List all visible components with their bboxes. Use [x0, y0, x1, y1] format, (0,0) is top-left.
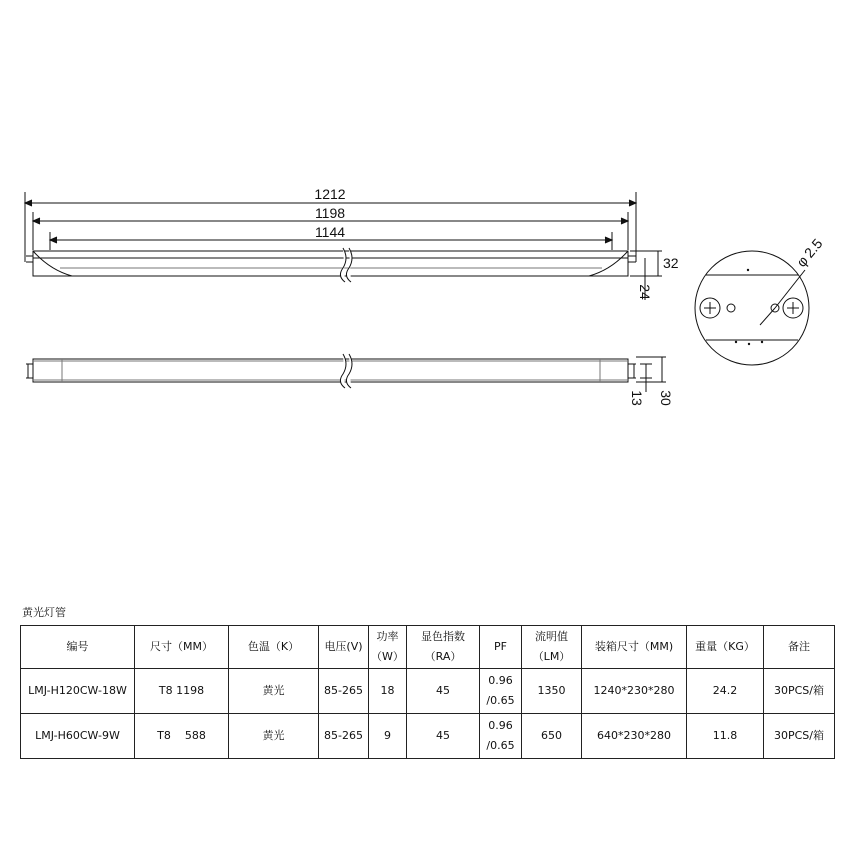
cell-power: 18 [369, 669, 407, 714]
dim-height-24: 24 [637, 284, 653, 300]
header-pf: PF [480, 626, 522, 669]
cell-power: 9 [369, 714, 407, 759]
cell-remark: 30PCS/箱 [764, 714, 835, 759]
header-weight: 重量（KG） [687, 626, 764, 669]
cell-pf: 0.96 /0.65 [480, 669, 522, 714]
header-power: 功率 （W） [369, 626, 407, 669]
header-lumen: 流明值 （LM） [522, 626, 582, 669]
cell-cri: 45 [407, 669, 480, 714]
table-header-row [21, 626, 835, 669]
diameter-symbol: φ [793, 252, 812, 270]
dim-side-13: 13 [629, 390, 645, 406]
cell-voltage: 85-265 [319, 714, 369, 759]
header-size: 尺寸（MM） [135, 626, 229, 669]
spec-table [20, 625, 835, 759]
cell-color-temp: 黄光 [229, 669, 319, 714]
dim-light-length: 1144 [314, 224, 346, 240]
dim-tube-length: 1198 [314, 205, 346, 221]
header-remark: 备注 [764, 626, 835, 669]
table-row [21, 669, 835, 714]
header-color-temp: 色温（K） [229, 626, 319, 669]
cell-pf: 0.96 /0.65 [480, 714, 522, 759]
cell-lumen: 1350 [522, 669, 582, 714]
cell-voltage: 85-265 [319, 669, 369, 714]
cell-model: LMJ-H60CW-9W [21, 714, 135, 759]
dim-pin-diameter: φ2.5 [793, 235, 826, 270]
header-model: 编号 [21, 626, 135, 669]
dim-overall-length: 1212 [314, 186, 346, 202]
dim-side-30: 30 [658, 390, 674, 406]
dim-height-32: 32 [663, 255, 679, 271]
header-carton-size: 装箱尺寸（MM) [582, 626, 687, 669]
cell-color-temp: 黄光 [229, 714, 319, 759]
cell-carton-size: 640*230*280 [582, 714, 687, 759]
cell-size: T8 1198 [135, 669, 229, 714]
header-cri: 显色指数 （RA） [407, 626, 480, 669]
section-title: 黄光灯管 [22, 606, 66, 619]
cell-size: T8 588 [135, 714, 229, 759]
cell-weight: 24.2 [687, 669, 764, 714]
cell-cri: 45 [407, 714, 480, 759]
cell-model: LMJ-H120CW-18W [21, 669, 135, 714]
header-voltage: 电压(V) [319, 626, 369, 669]
cell-weight: 11.8 [687, 714, 764, 759]
table-row [21, 714, 835, 759]
cell-carton-size: 1240*230*280 [582, 669, 687, 714]
cell-lumen: 650 [522, 714, 582, 759]
cell-remark: 30PCS/箱 [764, 669, 835, 714]
